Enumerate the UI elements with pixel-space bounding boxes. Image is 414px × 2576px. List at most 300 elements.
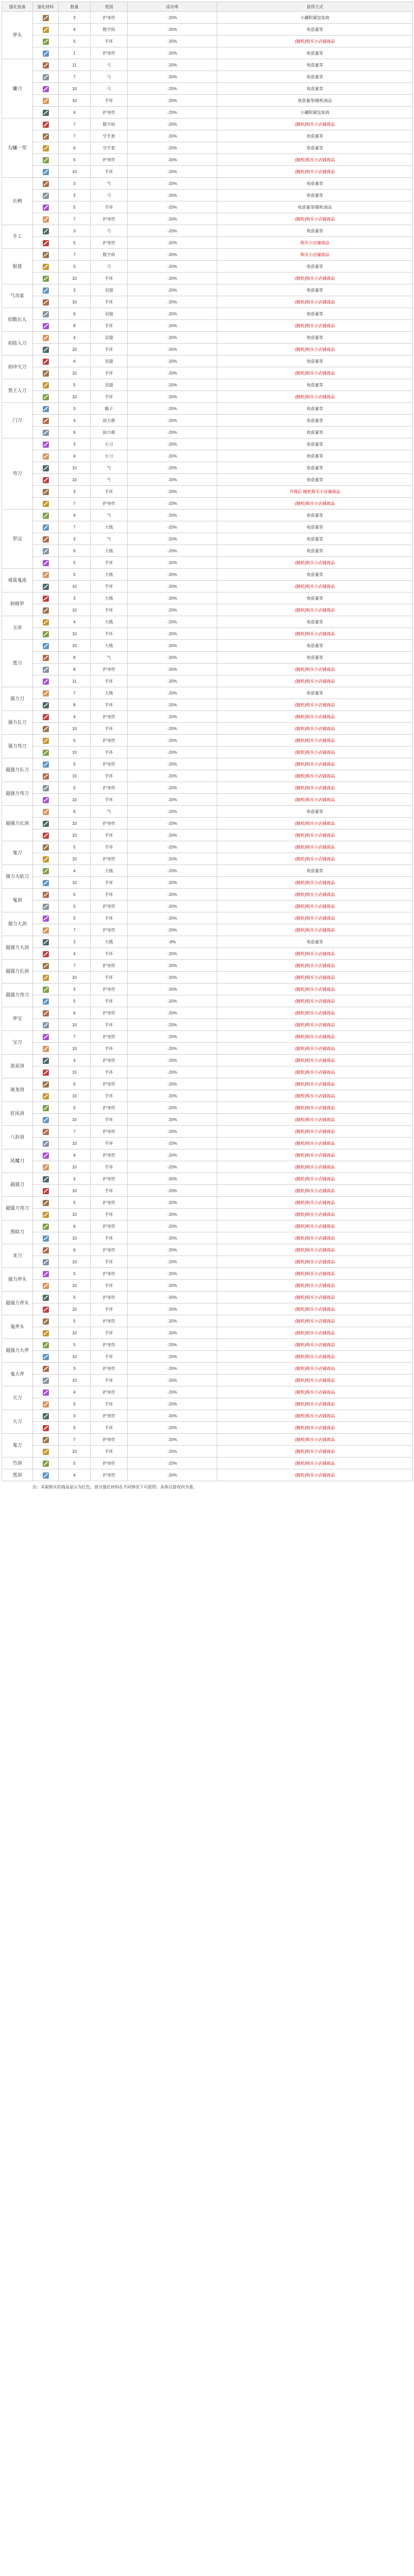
table-row (2, 1138, 413, 1149)
table-row (2, 332, 413, 344)
material-icon (42, 1460, 50, 1467)
material-icon (42, 145, 50, 152)
source-cell: (随机)购买小店铺商品 (217, 36, 413, 47)
material-icon (42, 560, 50, 567)
material-cell (33, 320, 59, 332)
source-cell: (随机)购买小店铺商品 (217, 1398, 413, 1410)
category-cell: 大戟 (91, 545, 128, 557)
category-cell: 护身符 (91, 1292, 128, 1303)
material-cell (33, 1066, 59, 1078)
success-rate-cell: -20% (128, 747, 217, 758)
equipment-name: 鬼斧头 (2, 1315, 33, 1339)
success-rate-cell: -20% (128, 36, 217, 47)
quantity-cell: 10 (59, 462, 91, 474)
table-row (2, 355, 413, 367)
source-cell: (随机)购买小店铺商品 (217, 1007, 413, 1019)
category-cell: 大戟 (91, 569, 128, 581)
quantity-cell: 7 (59, 130, 91, 142)
table-row (2, 545, 413, 557)
success-rate-cell: -20% (128, 154, 217, 166)
source-cell: 收获量等 (217, 261, 413, 273)
category-cell: 手环 (91, 1422, 128, 1434)
success-rate-cell: -20% (128, 237, 217, 249)
material-icon (42, 524, 50, 531)
success-rate-cell: -20% (128, 1434, 217, 1446)
material-icon (42, 180, 50, 188)
table-row (2, 628, 413, 640)
material-icon (42, 133, 50, 140)
success-rate-cell: -20% (128, 1256, 217, 1268)
material-icon (42, 583, 50, 590)
material-cell (33, 699, 59, 711)
success-rate-cell: -20% (128, 569, 217, 581)
category-cell: 手环 (91, 391, 128, 403)
material-cell (33, 675, 59, 687)
material-cell (33, 308, 59, 320)
quantity-cell: 7 (59, 498, 91, 510)
category-cell: 手环 (91, 1375, 128, 1386)
success-rate-cell: -20% (128, 1197, 217, 1209)
source-cell: 收获量等 (217, 474, 413, 486)
success-rate-cell: -20% (128, 711, 217, 723)
source-cell: 收获量等 (217, 403, 413, 415)
material-icon (42, 50, 50, 57)
category-cell: 手环 (91, 296, 128, 308)
material-cell (33, 960, 59, 972)
category-cell: 护身符 (91, 1410, 128, 1422)
table-body (2, 12, 413, 1481)
material-cell (33, 486, 59, 498)
success-rate-cell: -20% (128, 652, 217, 664)
success-rate-cell: -20% (128, 249, 217, 261)
source-cell: (随机)购买小店铺商品 (217, 1019, 413, 1031)
material-icon (42, 595, 50, 602)
quantity-cell: 10 (59, 83, 91, 95)
quantity-cell: 10 (59, 1280, 91, 1292)
success-rate-cell: -20% (128, 1209, 217, 1221)
material-cell (33, 521, 59, 533)
quantity-cell: 5 (59, 237, 91, 249)
quantity-cell: 7 (59, 687, 91, 699)
source-cell: (随机)购买小店铺商品 (217, 818, 413, 829)
source-cell: 收获量等 (217, 71, 413, 83)
table-row (2, 450, 413, 462)
material-cell (33, 83, 59, 95)
table-row (2, 711, 413, 723)
category-cell: 护身符 (91, 1268, 128, 1280)
success-rate-cell: -20% (128, 332, 217, 344)
source-cell: (随机)购买小店铺商品 (217, 853, 413, 865)
category-cell: 手环 (91, 1327, 128, 1339)
material-icon (42, 1353, 50, 1361)
source-cell: 收获量等 (217, 332, 413, 344)
material-cell (33, 569, 59, 581)
success-rate-cell: -20% (128, 889, 217, 901)
table-row (2, 1351, 413, 1363)
material-cell (33, 1375, 59, 1386)
table-row (2, 1315, 413, 1327)
material-cell (33, 1398, 59, 1410)
success-rate-cell: -20% (128, 320, 217, 332)
material-icon (42, 808, 50, 816)
category-cell: 护身符 (91, 1197, 128, 1209)
category-cell: 护身符 (91, 1386, 128, 1398)
category-cell: 手环 (91, 1138, 128, 1149)
material-icon (42, 903, 50, 910)
success-rate-cell: -20% (128, 379, 217, 391)
table-row (2, 735, 413, 747)
quantity-cell: 5 (59, 1458, 91, 1469)
table-row (2, 592, 413, 604)
quantity-cell: 5 (59, 889, 91, 901)
table-row (2, 1102, 413, 1114)
success-rate-cell: -20% (128, 450, 217, 462)
success-rate-cell: -20% (128, 1019, 217, 1031)
quantity-cell: 5 (59, 901, 91, 912)
success-rate-cell: -20% (128, 474, 217, 486)
category-cell: 护身符 (91, 237, 128, 249)
equipment-name: 气功家 (2, 284, 33, 308)
quantity-cell: 8 (59, 652, 91, 664)
material-icon (42, 951, 50, 958)
table-row (2, 213, 413, 225)
source-cell: 收获量等 (217, 592, 413, 604)
table-row (2, 995, 413, 1007)
table-row (2, 865, 413, 877)
category-cell: 手环 (91, 201, 128, 213)
quantity-cell: 8 (59, 699, 91, 711)
success-rate-cell: -20% (128, 841, 217, 853)
category-cell: 手环 (91, 1019, 128, 1031)
material-icon (42, 879, 50, 887)
quantity-cell: 6 (59, 1007, 91, 1019)
table-row (2, 1078, 413, 1090)
source-cell: (随机)购买小店铺商品 (217, 604, 413, 616)
category-cell: 护身符 (91, 818, 128, 829)
quantity-cell: 3 (59, 225, 91, 237)
source-cell: (随机)购买小店铺商品 (217, 1043, 413, 1055)
success-rate-cell: -20% (128, 1339, 217, 1351)
material-cell (33, 1173, 59, 1185)
equipment-name: 超强力长刀 (2, 758, 33, 782)
source-cell: (随机)购买小店铺商品 (217, 1446, 413, 1458)
table-row (2, 1458, 413, 1469)
material-cell (33, 379, 59, 391)
table-row (2, 284, 413, 296)
quantity-cell: 5 (59, 841, 91, 853)
material-icon (42, 358, 50, 365)
category-cell: 手环 (91, 1114, 128, 1126)
material-cell (33, 213, 59, 225)
material-icon (42, 441, 50, 448)
material-icon (42, 38, 50, 45)
category-cell: 护身符 (91, 984, 128, 995)
table-row (2, 1244, 413, 1256)
source-cell: 收获量等 (217, 24, 413, 36)
success-rate-cell: -20% (128, 391, 217, 403)
source-cell: (随机)购买小店铺商品 (217, 1185, 413, 1197)
quantity-cell: 10 (59, 1090, 91, 1102)
category-cell: 护身符 (91, 735, 128, 747)
success-rate-cell: -20% (128, 1244, 217, 1256)
material-icon (42, 666, 50, 673)
material-icon (42, 548, 50, 555)
category-cell: 手环 (91, 794, 128, 806)
quantity-cell: 7 (59, 249, 91, 261)
source-cell: (随机)购买小店铺商品 (217, 1268, 413, 1280)
success-rate-cell: -20% (128, 1126, 217, 1138)
success-rate-cell: -20% (128, 284, 217, 296)
material-cell (33, 841, 59, 853)
table-row (2, 1363, 413, 1375)
material-cell (33, 249, 59, 261)
quantity-cell: 4 (59, 1055, 91, 1066)
success-rate-cell: -20% (128, 1007, 217, 1019)
material-cell (33, 1232, 59, 1244)
table-row (2, 1410, 413, 1422)
material-icon (42, 1294, 50, 1301)
category-cell: 护身符 (91, 1149, 128, 1161)
category-cell: 数字码 (91, 24, 128, 36)
success-rate-cell: -8% (128, 936, 217, 948)
category-cell: 护身符 (91, 1469, 128, 1481)
category-cell: 数字码 (91, 118, 128, 130)
source-cell: 收获量等 (217, 450, 413, 462)
source-cell: (随机)购买小店铺商品 (217, 213, 413, 225)
material-icon (42, 796, 50, 804)
quantity-cell: 3 (59, 403, 91, 415)
equipment-name: 超强力长剑 (2, 806, 33, 841)
table-row (2, 723, 413, 735)
success-rate-cell: -20% (128, 1138, 217, 1149)
category-cell: 大戟 (91, 616, 128, 628)
material-cell (33, 818, 59, 829)
success-rate-cell: -20% (128, 47, 217, 59)
table-row (2, 699, 413, 711)
material-icon (42, 192, 50, 199)
material-cell (33, 912, 59, 924)
success-rate-cell: -20% (128, 533, 217, 545)
material-icon (42, 1235, 50, 1242)
success-rate-cell: -20% (128, 225, 217, 237)
material-cell (33, 972, 59, 984)
success-rate-cell: -20% (128, 130, 217, 142)
source-cell: (随机)购买小店铺商品 (217, 1138, 413, 1149)
success-rate-cell: -20% (128, 415, 217, 427)
source-cell: 购买小店铺商品 (217, 237, 413, 249)
quantity-cell: 4 (59, 355, 91, 367)
success-rate-cell: -20% (128, 521, 217, 533)
quantity-cell: 11 (59, 59, 91, 71)
material-icon (42, 927, 50, 934)
material-cell (33, 130, 59, 142)
source-cell: 收获量等 (217, 284, 413, 296)
material-icon (42, 26, 50, 33)
category-cell: 护身符 (91, 1173, 128, 1185)
source-cell: 收获量等 (217, 427, 413, 438)
source-cell: 收获量等 (217, 462, 413, 474)
material-icon (42, 382, 50, 389)
category-cell: 手环 (91, 367, 128, 379)
quantity-cell: 3 (59, 533, 91, 545)
source-cell: (随机)购买小店铺商品 (217, 367, 413, 379)
equipment-name: 手工 (2, 225, 33, 249)
material-icon (42, 1128, 50, 1136)
material-icon (42, 1472, 50, 1479)
category-cell: 气 (91, 178, 128, 190)
category-cell: 手环 (91, 1303, 128, 1315)
material-icon (42, 109, 50, 116)
equipment-name: 龙刀 (2, 1244, 33, 1268)
equipment-name: 超强力斧头 (2, 1292, 33, 1315)
quantity-cell: 3 (59, 190, 91, 201)
table-row (2, 190, 413, 201)
success-rate-cell: -20% (128, 1422, 217, 1434)
category-cell: 羽翅 (91, 308, 128, 320)
material-icon (42, 62, 50, 69)
success-rate-cell: -20% (128, 829, 217, 841)
material-icon (42, 571, 50, 579)
material-cell (33, 1055, 59, 1066)
table-row (2, 747, 413, 758)
category-cell: 手环 (91, 770, 128, 782)
source-cell: (随机)购买小店铺商品 (217, 711, 413, 723)
source-cell: (随机)购买小店铺商品 (217, 1173, 413, 1185)
material-icon (42, 856, 50, 863)
source-cell: (随机)购买小店铺商品 (217, 1315, 413, 1327)
table-row (2, 1173, 413, 1185)
material-icon (42, 1270, 50, 1278)
category-cell: 手环 (91, 877, 128, 889)
category-cell: 空手套 (91, 142, 128, 154)
table-row (2, 1422, 413, 1434)
success-rate-cell: -20% (128, 675, 217, 687)
success-rate-cell: -20% (128, 1221, 217, 1232)
category-cell: 固力鼎 (91, 415, 128, 427)
source-cell: (随机)购买小店铺商品 (217, 877, 413, 889)
material-cell (33, 616, 59, 628)
quantity-cell: 5 (59, 912, 91, 924)
table-row (2, 1434, 413, 1446)
table-row (2, 415, 413, 427)
material-cell (33, 1161, 59, 1173)
table-row (2, 1055, 413, 1066)
equipment-name: 八卦剑 (2, 1126, 33, 1149)
material-icon (42, 714, 50, 721)
source-cell: 收获量等/随机商品 (217, 201, 413, 213)
category-cell: 气 (91, 806, 128, 818)
success-rate-cell: -20% (128, 1458, 217, 1469)
table-row (2, 841, 413, 853)
material-cell (33, 806, 59, 818)
quantity-cell: 3 (59, 438, 91, 450)
success-rate-cell: -20% (128, 308, 217, 320)
quantity-cell: 10 (59, 581, 91, 592)
material-cell (33, 1256, 59, 1268)
quantity-cell: 10 (59, 1375, 91, 1386)
material-cell (33, 853, 59, 865)
source-cell: (随机)购买小店铺商品 (217, 1327, 413, 1339)
material-cell (33, 936, 59, 948)
success-rate-cell: -20% (128, 1055, 217, 1066)
table-row (2, 130, 413, 142)
success-rate-cell: -20% (128, 758, 217, 770)
material-cell (33, 296, 59, 308)
material-cell (33, 1209, 59, 1221)
success-rate-cell: -20% (128, 1351, 217, 1363)
table-row (2, 1280, 413, 1292)
equipment-name: 鬼刀 (2, 841, 33, 865)
material-icon (42, 642, 50, 650)
quantity-cell: 10 (59, 770, 91, 782)
success-rate-cell: -20% (128, 1375, 217, 1386)
table-row (2, 1303, 413, 1315)
category-cell: 手环 (91, 486, 128, 498)
success-rate-cell: -20% (128, 806, 217, 818)
source-cell: (随机)购买小店铺商品 (217, 841, 413, 853)
category-cell: 护身符 (91, 213, 128, 225)
category-cell: 数字码 (91, 249, 128, 261)
category-cell: 气 (91, 510, 128, 521)
material-cell (33, 747, 59, 758)
category-cell: 护身符 (91, 1434, 128, 1446)
equipment-name: 强力大剑 (2, 912, 33, 936)
material-icon (42, 97, 50, 105)
source-cell: (随机)购买小店铺商品 (217, 995, 413, 1007)
quantity-cell: 5 (59, 1315, 91, 1327)
table-row (2, 438, 413, 450)
quantity-cell: 10 (59, 818, 91, 829)
material-cell (33, 1280, 59, 1292)
table-row (2, 296, 413, 308)
table-row (2, 201, 413, 213)
table-row (2, 178, 413, 190)
source-cell: 收获量等 (217, 806, 413, 818)
source-cell: (随机)购买小店铺商品 (217, 1363, 413, 1375)
quantity-cell: 10 (59, 723, 91, 735)
category-cell: 护身符 (91, 901, 128, 912)
material-icon (42, 1413, 50, 1420)
source-cell: (随机)购买小店铺商品 (217, 320, 413, 332)
equipment-name: 风魔刀 (2, 1149, 33, 1173)
table-row (2, 853, 413, 865)
category-cell: 护身符 (91, 1078, 128, 1090)
material-icon (42, 216, 50, 223)
equipment-name: 屠龙剑 (2, 1078, 33, 1102)
category-cell: 护身符 (91, 107, 128, 118)
header-equipment: 强化装备 (2, 2, 33, 12)
material-cell (33, 1339, 59, 1351)
success-rate-cell: -20% (128, 628, 217, 640)
success-rate-cell: -20% (128, 853, 217, 865)
table-row (2, 1339, 413, 1351)
material-cell (33, 1458, 59, 1469)
equipment-name: 黑暗刀 (2, 1221, 33, 1244)
material-icon (42, 785, 50, 792)
table-row (2, 427, 413, 438)
success-rate-cell: -20% (128, 604, 217, 616)
category-cell: 护身符 (91, 1031, 128, 1043)
table-row (2, 1114, 413, 1126)
table-row (2, 948, 413, 960)
source-cell: (随机)购买小店铺商品 (217, 889, 413, 901)
success-rate-cell: -20% (128, 735, 217, 747)
source-cell: (随机)购买小店铺商品 (217, 782, 413, 794)
table-row (2, 794, 413, 806)
material-cell (33, 533, 59, 545)
success-rate-cell: -20% (128, 273, 217, 284)
quantity-cell: 5 (59, 557, 91, 569)
